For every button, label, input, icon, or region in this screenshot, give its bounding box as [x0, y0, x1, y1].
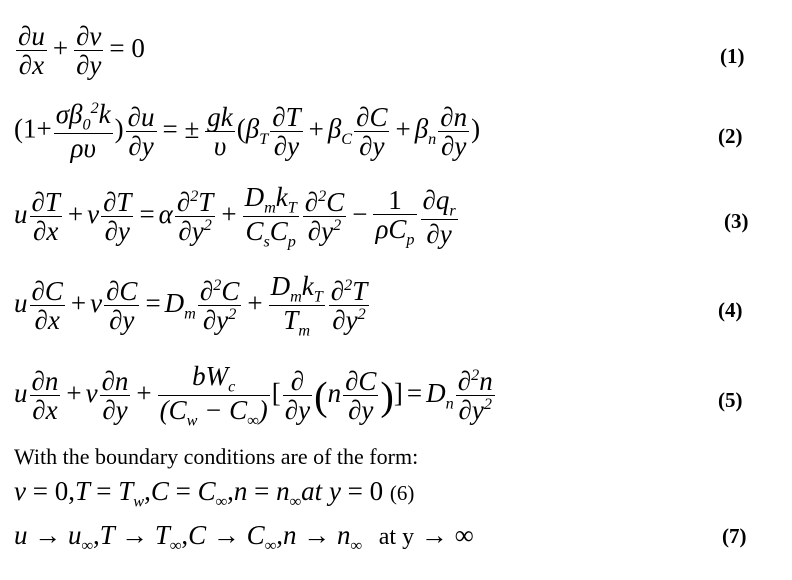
- equation-number: (7): [722, 524, 747, 548]
- equation-3: [0, 183, 792, 261]
- equation-number: (6): [389, 481, 415, 505]
- equation-5: [0, 362, 792, 442]
- equation-4: [0, 272, 792, 352]
- equation-number: (5): [718, 388, 743, 412]
- equation-number: (3): [724, 209, 749, 233]
- equation-number: (2): [718, 124, 743, 148]
- boundary-intro: With the boundary conditions are of the form:: [14, 444, 419, 469]
- energy-equation: u $\frac{\partial T}{\partial x}$ + v $\frac{\partial T}{\partial y}$ = α $\frac{\partial^2T}{\partial y^2}$ + $\frac{D_mk_T}{C_sC_p}$ $\frac{\partial^2C}{\partial y^2}$ − $\frac{1}{\rho C_p}$ $\frac{\partial q_r}{\partial y}$: [14, 182, 456, 251]
- boundary-condition-wall: $v = 0,T = T_w,C = C_\infty,n = n_\infty at$ y = 0 (6): [14, 476, 415, 511]
- momentum-equation: (1+ $\frac{\sigma\beta_0^2k}{\rho\upsilon}$ ) $\frac{\partial u}{\partial y}$ = ± $\frac{gk}{\upsilon}$ ($\beta_T$ $\frac{\partial T}{\partial y}$ + $\beta_C$ $\frac{\partial C}{\partial y}$ + $\beta_n$ $\frac{\partial n}{\partial y}$ ): [14, 99, 481, 164]
- continuity-equation: $\frac{\partial u}{\partial x}$ + $\frac{\partial v}{\partial y}$ = 0: [18, 21, 145, 81]
- equation-7: [0, 520, 792, 556]
- concentration-equation: u $\frac{\partial C}{\partial x}$ + v $\frac{\partial C}{\partial y}$ = $D_m$ $\frac{\partial^2C}{\partial y^2}$ + $\frac{D_mk_T}{T_m}$ $\frac{\partial^2T}{\partial y^2}$: [14, 271, 368, 340]
- microorganism-equation: u $\frac{\partial n}{\partial x}$ + v $\frac{\partial n}{\partial y}$ + $\frac{bW_c}{(C_w - C_\infty)}$ [ $\frac{\partial}{\partial y}$ (n $\frac{\partial C}{\partial y}$ )] = $D_n$ $\frac{\partial^2n}{\partial y^2}$: [14, 361, 493, 430]
- equation-6: [0, 476, 792, 512]
- equation-2: [0, 100, 792, 172]
- equation-number: (4): [718, 298, 743, 322]
- equation-1: [0, 22, 792, 92]
- equation-number: (1): [720, 44, 745, 68]
- boundary-condition-freestream: $u \to u_\infty,T \to T_\infty,C \to C_\infty,n \to n_\infty$ at y → ∞: [14, 520, 474, 555]
